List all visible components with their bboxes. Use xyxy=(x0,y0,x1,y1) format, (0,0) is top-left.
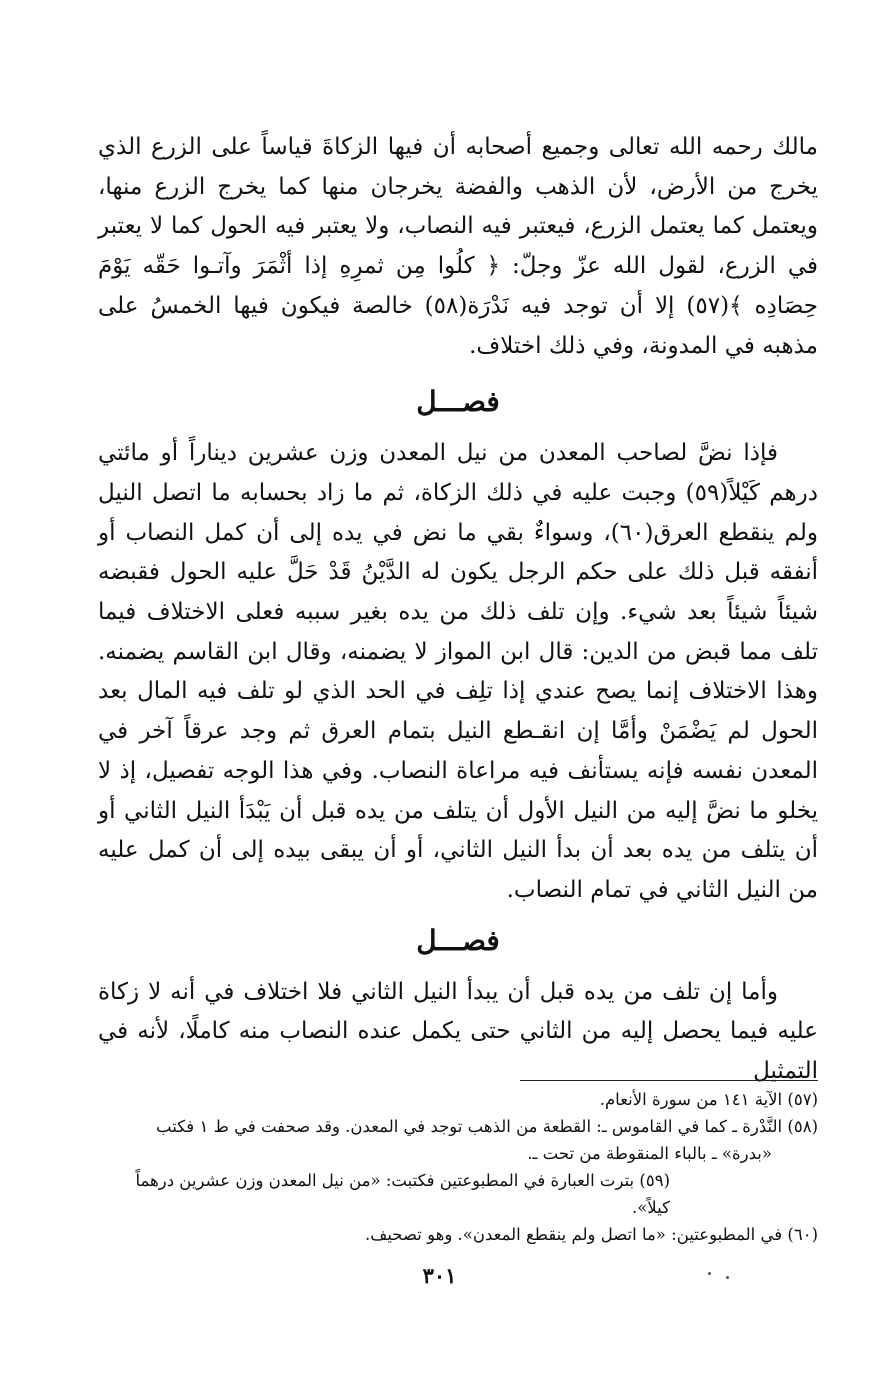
footnote-60: (٦٠) في المطبوعتين: «ما اتصل ولم ينقطع المعدن». وهو تصحيف. xyxy=(365,1225,818,1244)
paragraph-1: مالك رحمه الله تعالى وجميع أصحابه أن فيها الزكاةَ قياساً على الزرع الذي يخرج من الأرض، لأن الذهب والفضة يخرجان منها كما يخرج الزرع منها، ويعتمل كما يعتمل الزرع، فيعتبر فيه النصاب، ولا يعتبر فيه الحول كما لا يعتبر في الزرع، لقول الله عزّ وجلّ: ﴿ كلُوا مِن ثمرِهِ إذا أثْمَرَ وآتـوا حَقّه يَوْمَ حِصَادِه ﴾(٥٧) إلا أن توجد فيه نَدْرَة(٥٨) خالصة فيكون فيها الخمسُ على مذهبه في المدونة، وفي ذلك اختلاف. xyxy=(98,134,818,359)
paragraph-2: فإذا نضَّ لصاحب المعدن من نيل المعدن وزن عشرين ديناراً أو مائتي درهم كَيْلاً(٥٩) وجبت عليه في ذلك الزكاة، ثم ما زاد بحسابه ما اتصل النيل ولم ينقطع العرق(٦٠)، وسواءٌ بقي ما نض في يده إلى أن كمل النصاب أو أنفقه قبل ذلك على حكم الرجل يكون له الدَّيْنُ قَدْ حَلَّ عليه الحول فقبضه شيئاً شيئاً بعد شيء. وإن تلف ذلك من يده بغير سببه فعلى الاختلاف فيما تلف مما قبض من الدين: قال ابن المواز لا يضمنه، وقال ابن القاسم يضمنه. وهذا الاختلاف إنما يصح عندي إذا تلِف في الحد الذي لو تلف فيه المال بعد الحول لم يَضْمَنْ وأمَّا إن انقـطع النيل بتمام العرق ثم وجد عرقاً آخر في المعدن نفسه فإنه يستأنف فيه مراعاة النصاب. وفي هذا الوجه تفصيل، إذ لا يخلو ما نضَّ إليه من النيل الأول أن يتلف من يده قبل أن يَبْدَأ النيل الثاني أو أن يتلف من يده بعد أن بدأ النيل الثاني، أو أن يبقى بيده إلى أن كمل عليه من النيل الثاني في تمام النصاب. xyxy=(98,440,818,903)
section-heading-2: فصـــل xyxy=(416,923,500,957)
footnote-58: (٥٨) النَّدْرة ـ كما في القاموس ـ: القطعة من الذهب توجد في المعدن. وقد صحفت في ط ١ فكتب xyxy=(156,1117,818,1136)
footnotes xyxy=(98,1086,818,1248)
page-number: ٣٠١ xyxy=(422,1263,457,1288)
main-text xyxy=(98,128,818,1092)
footnote-divider xyxy=(520,1080,818,1081)
speck-mark xyxy=(708,1272,711,1275)
footnote-58-continuation: «بدرة» ـ بالباء المنقوطة من تحت ـ. xyxy=(527,1144,772,1163)
paragraph-3: وأما إن تلف من يده قبل أن يبدأ النيل الثاني فلا اختلاف في أنه لا زكاة عليه فيما يحصل إليه من الثاني حتى يكمل عنده النصاب منه كاملًا، لأنه في التمثيل xyxy=(98,978,819,1085)
footnote-57: (٥٧) الآية ١٤١ من سورة الأنعام. xyxy=(599,1090,818,1109)
section-heading-1: فصـــل xyxy=(416,385,500,419)
speck-mark xyxy=(726,1276,729,1279)
footnote-59: (٥٩) بترت العبارة في المطبوعتين فكتبت: «من نيل المعدن وزن عشرين درهماً كيلاً». xyxy=(135,1171,670,1217)
